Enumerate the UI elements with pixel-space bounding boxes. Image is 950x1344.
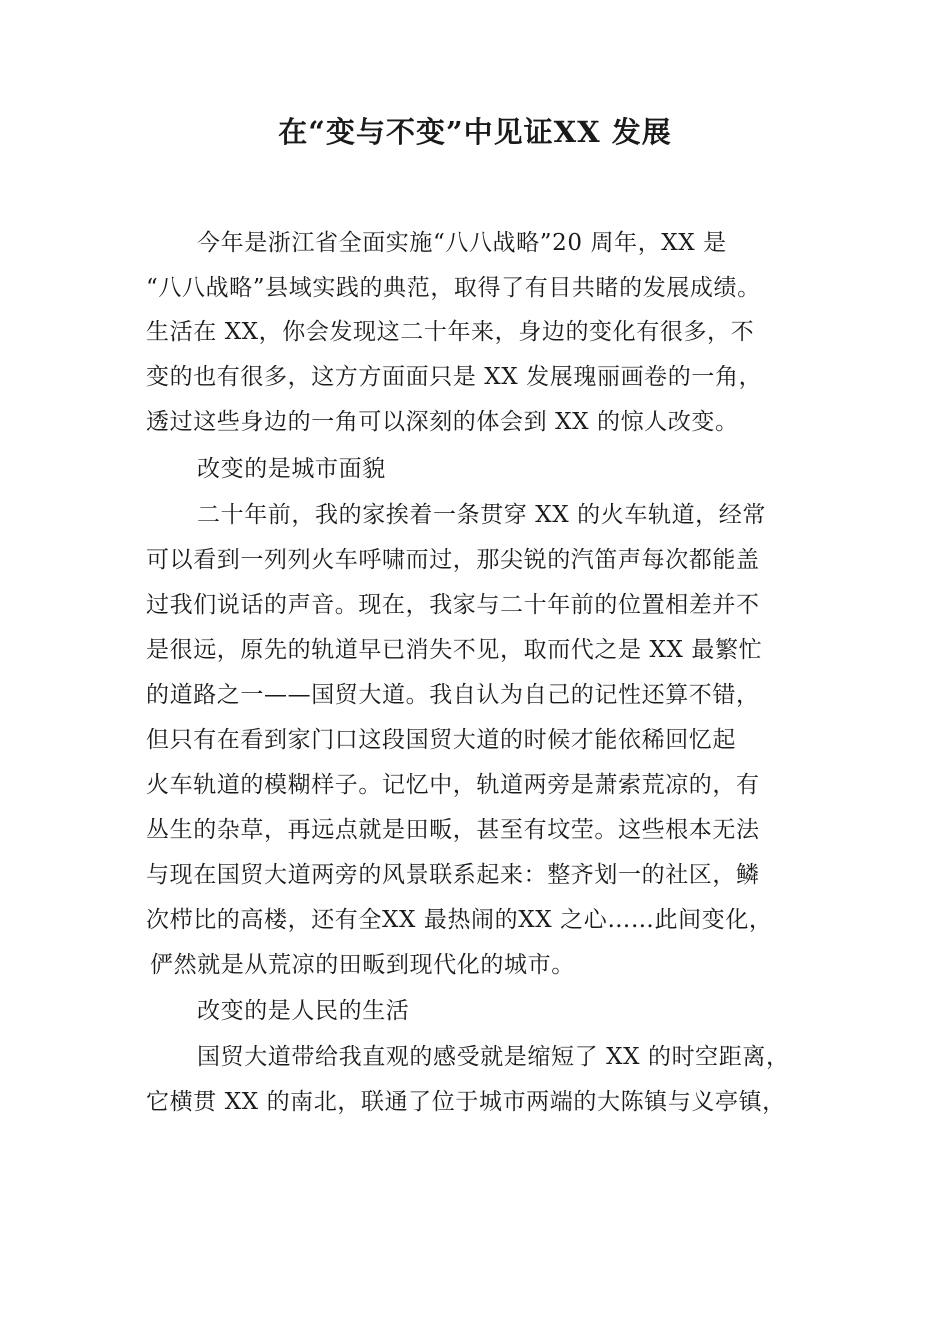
paragraph-line: 俨然就是从荒凉的田畈到现代化的城市。 — [150, 952, 575, 978]
paragraph-line: 丛生的杂草，再远点就是田畈，甚至有坟茔。这些根本无法 — [146, 817, 760, 843]
paragraph-line: 但只有在看到家门口这段国贸大道的时候才能依稀回忆起 — [146, 727, 736, 753]
paragraph-line: 火车轨道的模糊样子。记忆中，轨道两旁是萧索荒凉的，有 — [146, 772, 760, 798]
paragraph-line: 的道路之一——国贸大道。我自认为自己的记性还算不错， — [146, 682, 760, 708]
paragraph-line: 二十年前，我的家挨着一条贯穿 XX 的火车轨道，经常 — [197, 502, 766, 528]
paragraph-line: 它横贯 XX 的南北，联通了位于城市两端的大陈镇与义亭镇， — [146, 1089, 786, 1115]
paragraph-line: 国贸大道带给我直观的感受就是缩短了 XX 的时空距离， — [197, 1044, 790, 1070]
section-heading: 改变的是人民的生活 — [197, 998, 410, 1024]
section-heading: 改变的是城市面貌 — [197, 456, 386, 482]
paragraph-line: 生活在 XX，你会发现这二十年来，身边的变化有很多，不 — [146, 319, 755, 345]
paragraph-line: “八八战略”县域实践的典范，取得了有目共睹的发展成绩。 — [146, 275, 761, 301]
paragraph-line: 过我们说话的声音。现在，我家与二十年前的位置相差并不 — [146, 592, 760, 618]
document-title: 在“变与不变”中见证XX 发展 — [278, 115, 672, 149]
paragraph-line: 透过这些身边的一角可以深刻的体会到 XX 的惊人改变。 — [146, 409, 739, 435]
paragraph-line: 是很远，原先的轨道早已消失不见，取而代之是 XX 最繁忙 — [146, 637, 763, 663]
paragraph-line: 今年是浙江省全面实施“八八战略”20 周年，XX 是 — [197, 230, 727, 256]
paragraph-line: 与现在国贸大道两旁的风景联系起来：整齐划一的社区，鳞 — [146, 862, 760, 888]
paragraph-line: 可以看到一列列火车呼啸而过，那尖锐的汽笛声每次都能盖 — [146, 547, 760, 573]
paragraph-line: 变的也有很多，这方方面面只是 XX 发展瑰丽画卷的一角， — [146, 364, 763, 390]
paragraph-line: 次栉比的高楼，还有全XX 最热闹的XX 之心……此间变化， — [146, 907, 773, 933]
